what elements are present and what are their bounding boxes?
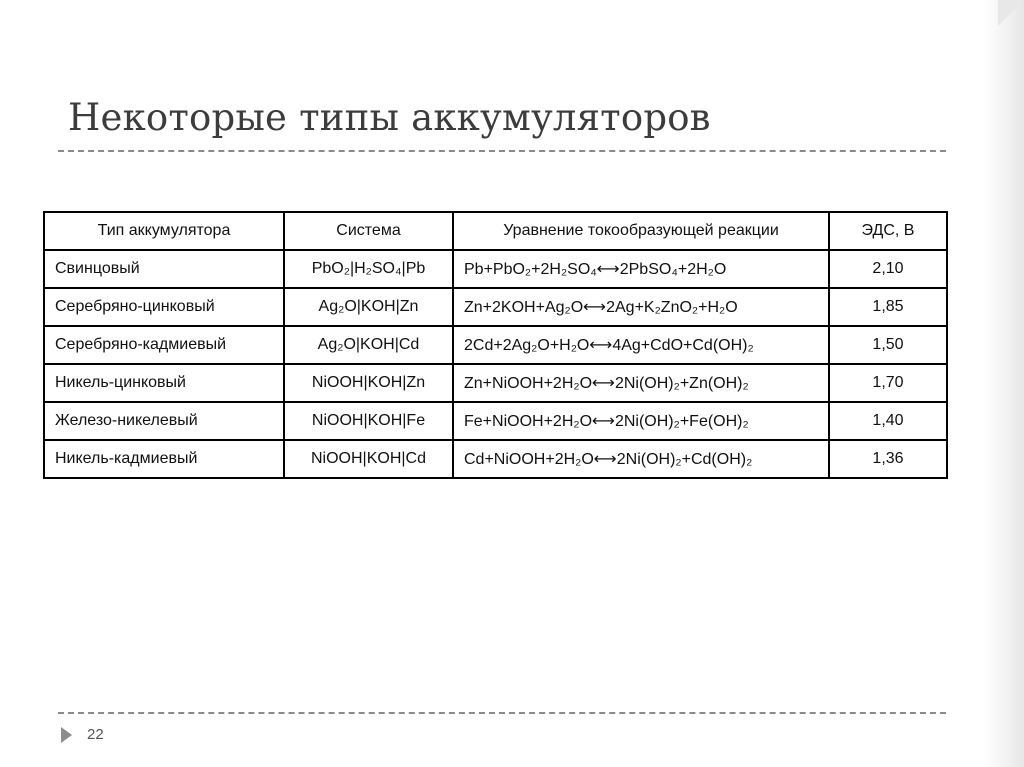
cell-type: Серебряно-кадмиевый [44, 326, 284, 364]
cell-emf: 1,70 [829, 364, 947, 402]
header-type: Тип аккумулятора [44, 212, 284, 250]
cell-system: NiOOH|KOH|Zn [284, 364, 453, 402]
cell-system: NiOOH|KOH|Fe [284, 402, 453, 440]
cell-type: Свинцовый [44, 250, 284, 288]
cell-type: Никель-цинковый [44, 364, 284, 402]
play-arrow-icon [61, 727, 72, 743]
table-row [44, 364, 947, 402]
cell-system: NiOOH|KOH|Cd [284, 440, 453, 478]
table-row [44, 440, 947, 478]
cell-system: Ag₂O|KOH|Cd [284, 326, 453, 364]
cell-equation: Fe+NiOOH+2H₂O⟷2Ni(OH)₂+Fe(OH)₂ [453, 402, 829, 440]
cell-equation: Zn+2KOH+Ag₂O⟷2Ag+K₂ZnO₂+H₂O [453, 288, 829, 326]
table-row [44, 326, 947, 364]
table-row [44, 402, 947, 440]
cell-system: PbO₂|H₂SO₄|Pb [284, 250, 453, 288]
cell-equation: 2Cd+2Ag₂O+H₂O⟷4Ag+CdO+Cd(OH)₂ [453, 326, 829, 364]
cell-emf: 1,85 [829, 288, 947, 326]
cell-type: Никель-кадмиевый [44, 440, 284, 478]
table-row [44, 288, 947, 326]
cell-emf: 1,50 [829, 326, 947, 364]
header-equation: Уравнение токообразующей реакции [453, 212, 829, 250]
footer-divider [58, 712, 946, 714]
cell-system: Ag₂O|KOH|Zn [284, 288, 453, 326]
page-number: 22 [87, 726, 104, 743]
header-emf: ЭДС, В [829, 212, 947, 250]
title-divider [58, 150, 946, 152]
cell-emf: 1,36 [829, 440, 947, 478]
header-system: Система [284, 212, 453, 250]
cell-equation: Zn+NiOOH+2H₂O⟷2Ni(OH)₂+Zn(OH)₂ [453, 364, 829, 402]
accumulator-table [43, 211, 948, 479]
table-header-row [44, 212, 947, 250]
page-edge-shadow [984, 0, 1024, 767]
cell-emf: 1,40 [829, 402, 947, 440]
page-corner-curl [998, 0, 1024, 26]
cell-emf: 2,10 [829, 250, 947, 288]
cell-equation: Cd+NiOOH+2H₂O⟷2Ni(OH)₂+Cd(OH)₂ [453, 440, 829, 478]
cell-type: Серебряно-цинковый [44, 288, 284, 326]
cell-type: Железо-никелевый [44, 402, 284, 440]
cell-equation: Pb+PbO₂+2H₂SO₄⟷2PbSO₄+2H₂O [453, 250, 829, 288]
slide-title: Некоторые типы аккумуляторов [68, 96, 711, 139]
table-row [44, 250, 947, 288]
